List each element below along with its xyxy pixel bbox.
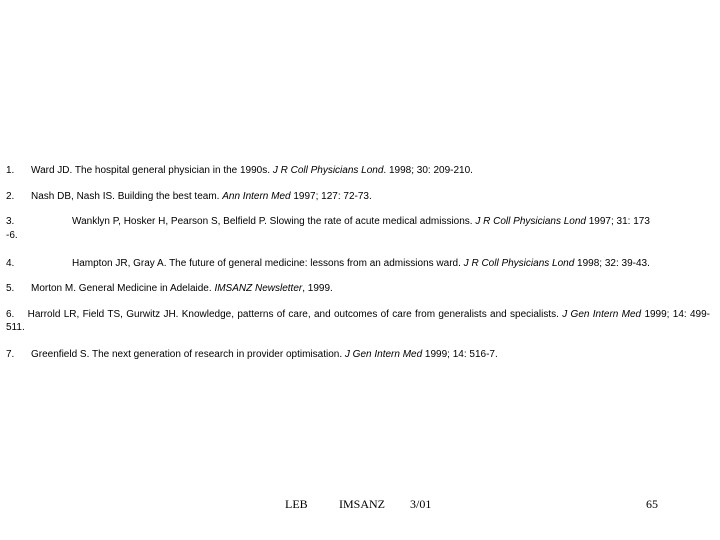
reference-journal: Ann Intern Med: [222, 191, 291, 202]
reference-number: 1.: [6, 165, 15, 176]
reference-text: Wanklyn P, Hosker H, Pearson S, Belfield P. Slowing the rate of acute medical admissions.: [72, 216, 476, 227]
reference-citation: 1999; 14: 516-7.: [422, 349, 498, 360]
reference-journal: J R Coll Physicians Lond: [475, 216, 586, 227]
reference-citation: 1999; 14: 499-511.: [6, 309, 711, 333]
reference-number: 4.: [6, 258, 15, 269]
reference-6: [6, 308, 710, 334]
footer-date: 3/01: [410, 497, 432, 511]
footer-org: IMSANZ: [339, 497, 386, 511]
reference-journal: J R Coll Physicians Lond: [463, 258, 575, 269]
reference-text: Ward JD. The hospital general physician in the 1990s.: [31, 165, 273, 176]
reference-journal: J Gen Intern Med: [344, 349, 423, 360]
page-number: 65: [646, 497, 658, 511]
reference-journal: J Gen Intern Med: [562, 309, 642, 320]
reference-journal: IMSANZ Newsletter: [214, 283, 303, 294]
reference-citation: 1998; 32: 39-43.: [574, 258, 650, 269]
reference-number: 7.: [6, 349, 15, 360]
reference-text: Greenfield S. The next generation of research in provider optimisation.: [31, 349, 345, 360]
reference-number: 6.: [6, 309, 15, 320]
reference-3-continuation: -6.: [6, 230, 18, 241]
reference-text: Hampton JR, Gray A. The future of general medicine: lessons from an admissions ward.: [72, 258, 464, 269]
footer-author: LEB: [285, 497, 308, 511]
reference-journal: J R Coll Physicians Lond: [272, 165, 384, 176]
reference-number: 3.: [6, 216, 15, 227]
reference-citation: , 1999.: [302, 283, 333, 294]
reference-citation: 1997; 31: 173: [585, 216, 650, 227]
reference-text: Nash DB, Nash IS. Building the best team.: [31, 191, 223, 202]
reference-number: 2.: [6, 191, 15, 202]
reference-citation: . 1998; 30: 209-210.: [383, 165, 473, 176]
reference-citation: 1997; 127: 72-73.: [290, 191, 372, 202]
reference-number: 5.: [6, 283, 15, 294]
reference-text: Morton M. General Medicine in Adelaide.: [31, 283, 215, 294]
reference-text: Harrold LR, Field TS, Gurwitz JH. Knowledge, patterns of care, and outcomes of care from generalists and specialists.: [27, 309, 563, 320]
